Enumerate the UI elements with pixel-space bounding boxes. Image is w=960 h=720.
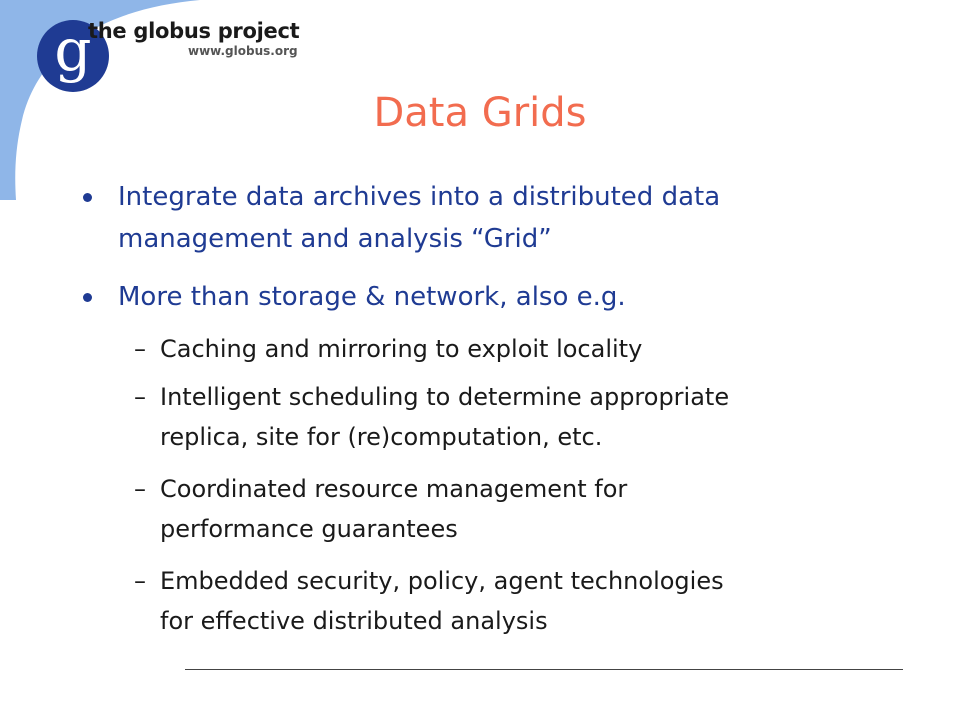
- dash-marker: –: [134, 567, 146, 595]
- bullet-dot-icon: [83, 193, 92, 202]
- subbullet-1-line-1: Caching and mirroring to exploit locality: [160, 335, 643, 363]
- brand-url: www.globus.org: [188, 44, 298, 58]
- dash-marker: –: [134, 475, 146, 503]
- subbullet-4-line-2: for effective distributed analysis: [160, 607, 548, 635]
- subbullet-2-line-1: Intelligent scheduling to determine appropriate: [160, 383, 730, 411]
- subbullet-2-line-2: replica, site for (re)computation, etc.: [160, 423, 603, 451]
- slide-title: Data Grids: [373, 90, 587, 136]
- footer-divider: [185, 669, 903, 670]
- brand-name: the globus project: [88, 19, 300, 43]
- bullet-dot-icon: [83, 293, 92, 302]
- dash-marker: –: [134, 383, 146, 411]
- bullet-1-line-1: Integrate data archives into a distributed data: [118, 182, 721, 212]
- subbullet-4-line-1: Embedded security, policy, agent technologies: [160, 567, 724, 595]
- dash-marker: –: [134, 335, 146, 363]
- subbullet-3-line-2: performance guarantees: [160, 515, 458, 543]
- subbullet-3-line-1: Coordinated resource management for: [160, 475, 628, 503]
- bullet-1-line-2: management and analysis “Grid”: [118, 224, 552, 254]
- bullet-2-line-1: More than storage & network, also e.g.: [118, 282, 626, 312]
- globus-logo-icon: g: [37, 20, 109, 92]
